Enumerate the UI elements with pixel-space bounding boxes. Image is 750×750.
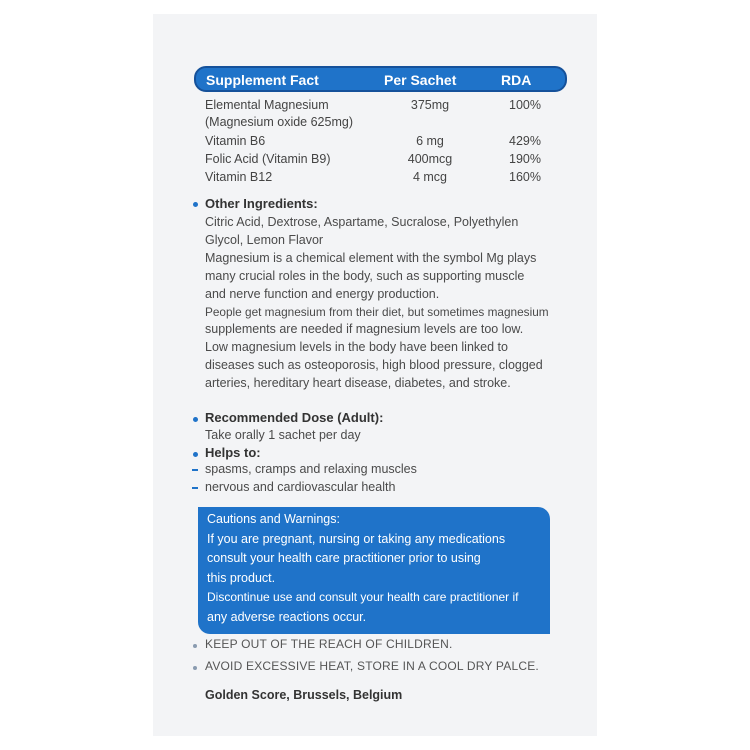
header-supplement-fact: Supplement Fact	[206, 72, 319, 88]
dose-text: Take orally 1 sachet per day	[205, 428, 361, 442]
text-line: Low magnesium levels in the body have been linked to	[205, 340, 508, 355]
nutrient-name: (Magnesium oxide 625mg)	[205, 115, 353, 129]
other-ingredients-title: Other Ingredients:	[205, 196, 318, 211]
text-line: this product.	[207, 570, 276, 585]
manufacturer: Golden Score, Brussels, Belgium	[205, 688, 403, 702]
nutrient-amount: 6 mg	[416, 134, 444, 148]
bullet-dot-icon	[193, 666, 197, 670]
table-row	[205, 134, 565, 150]
helps-item: nervous and cardiovascular health	[205, 480, 396, 494]
text-line: diseases such as osteoporosis, high blood pressure, clogged	[205, 358, 543, 373]
table-row	[205, 98, 565, 114]
text-line: and nerve function and energy production.	[205, 286, 440, 301]
nutrient-rda: 160%	[509, 170, 541, 184]
nutrient-amount: 4 mcg	[412, 170, 448, 184]
nutrient-name: Vitamin B12	[205, 170, 273, 184]
other-ingredients-text	[205, 214, 557, 393]
text-line: consult your health care practitioner prior to using	[207, 551, 481, 565]
text-line: arteries, hereditary heart disease, diabetes, and stroke.	[205, 376, 511, 391]
bullet-dot-icon	[193, 202, 198, 207]
notice-children: KEEP OUT OF THE REACH OF CHILDREN.	[205, 637, 453, 651]
nutrient-amount: 375mg	[410, 98, 450, 112]
text-line: any adverse reactions occur.	[207, 609, 367, 624]
table-row	[205, 115, 565, 131]
nutrient-rda: 100%	[509, 98, 541, 112]
dose-title: Recommended Dose (Adult):	[205, 410, 384, 425]
supplement-table-header	[194, 66, 567, 92]
dash-icon	[192, 469, 198, 471]
header-rda: RDA	[501, 72, 532, 88]
cautions-box	[198, 507, 550, 634]
nutrient-name: Elemental Magnesium	[205, 98, 329, 112]
dash-icon	[192, 487, 198, 489]
text-line: many crucial roles in the body, such as supporting muscle	[205, 268, 525, 283]
nutrient-rda: 429%	[509, 134, 541, 148]
bullet-dot-icon	[193, 417, 198, 422]
text-line: Citric Acid, Dextrose, Aspartame, Sucralose, Polyethylen	[205, 215, 519, 229]
cautions-title: Cautions and Warnings:	[207, 512, 340, 526]
text-line: Magnesium is a chemical element with the symbol Mg plays	[205, 250, 537, 265]
text-line: Discontinue use and consult your health care practitioner if	[207, 590, 519, 604]
nutrient-amount: 400mcg	[407, 152, 453, 166]
helps-item: spasms, cramps and relaxing muscles	[205, 462, 417, 476]
text-line: supplements are needed if magnesium levels are too low.	[205, 322, 524, 337]
text-line: People get magnesium from their diet, but sometimes magnesium	[205, 304, 549, 319]
table-row	[205, 152, 565, 168]
bullet-dot-icon	[193, 452, 198, 457]
table-row	[205, 170, 565, 186]
bullet-dot-icon	[193, 644, 197, 648]
nutrient-name: Folic Acid (Vitamin B9)	[205, 152, 331, 166]
text-line: Glycol, Lemon Flavor	[205, 232, 324, 247]
helps-title: Helps to:	[205, 445, 261, 460]
header-per-sachet: Per Sachet	[384, 72, 457, 88]
notice-storage: AVOID EXCESSIVE HEAT, STORE IN A COOL DRY PALCE.	[205, 659, 539, 673]
nutrient-rda: 190%	[509, 152, 541, 166]
product-label-panel	[153, 14, 597, 736]
text-line: If you are pregnant, nursing or taking any medications	[207, 531, 506, 546]
nutrient-name: Vitamin B6	[205, 134, 266, 148]
